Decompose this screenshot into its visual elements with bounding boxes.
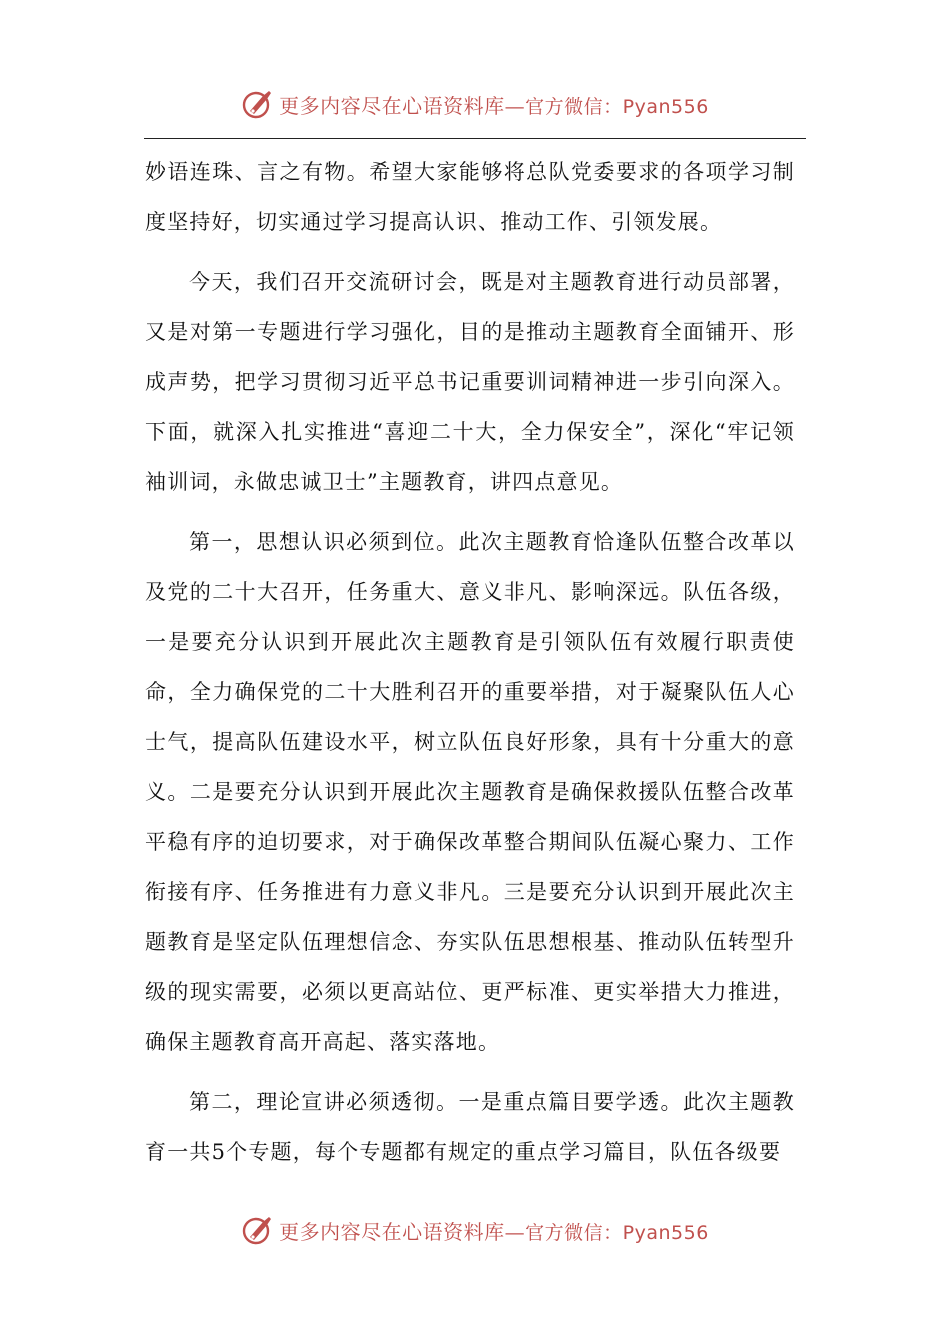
footer-banner-wechat: 官方微信：Pyan556: [525, 1221, 709, 1244]
footer-banner-main: 更多内容尽在心语资料库: [279, 1219, 505, 1244]
footer-banner-separator: —: [504, 1219, 526, 1244]
pen-nib-circle-icon: [241, 1213, 275, 1247]
paragraph-point-two: 第二，理论宣讲必须透彻。一是重点篇目要学透。此次主题教育一共5个专题，每个专题都有规定的重点学习篇目，队伍各级要: [145, 1090, 795, 1164]
header-banner-separator: —: [504, 93, 526, 118]
header-banner-wechat: 官方微信：Pyan556: [525, 95, 709, 118]
header-divider: [144, 138, 806, 139]
paragraph-intro: 今天，我们召开交流研讨会，既是对主题教育进行动员部署，又是对第一专题进行学习强化，目的是推动主题教育全面铺开、形成声势，把学习贯彻习近平总书记重要训词精神进一步引向深入。下面，就深入扎实推进“喜迎二十大，全力保安全”，深化“牢记领袖训词，永做忠诚卫士”主题教育，讲四点意见。: [145, 270, 795, 494]
header-banner-text: [279, 90, 709, 119]
page-header-banner: [0, 84, 950, 124]
page-footer-banner: [0, 1210, 950, 1250]
header-banner-main: 更多内容尽在心语资料库: [279, 93, 505, 118]
footer-banner-text: [279, 1216, 709, 1245]
document-body: [145, 147, 795, 1177]
paragraph-continued: 妙语连珠、言之有物。希望大家能够将总队党委要求的各项学习制度坚持好，切实通过学习提高认识、推动工作、引领发展。: [145, 160, 795, 234]
pen-nib-circle-icon: [241, 87, 275, 121]
paragraph-point-one: 第一，思想认识必须到位。此次主题教育恰逢队伍整合改革以及党的二十大召开，任务重大、意义非凡、影响深远。队伍各级，一是要充分认识到开展此次主题教育是引领队伍有效履行职责使命，全力确保党的二十大胜利召开的重要举措，对于凝聚队伍人心士气，提高队伍建设水平，树立队伍良好形象，具有十分重大的意义。二是要充分认识到开展此次主题教育是确保救援队伍整合改革平稳有序的迫切要求，对于确保改革整合期间队伍凝心聚力、工作衔接有序、任务推进有力意义非凡。三是要充分认识到开展此次主题教育是坚定队伍理想信念、夯实队伍思想根基、推动队伍转型升级的现实需要，必须以更高站位、更严标准、更实举措大力推进，确保主题教育高开高起、落实落地。: [145, 530, 795, 1054]
